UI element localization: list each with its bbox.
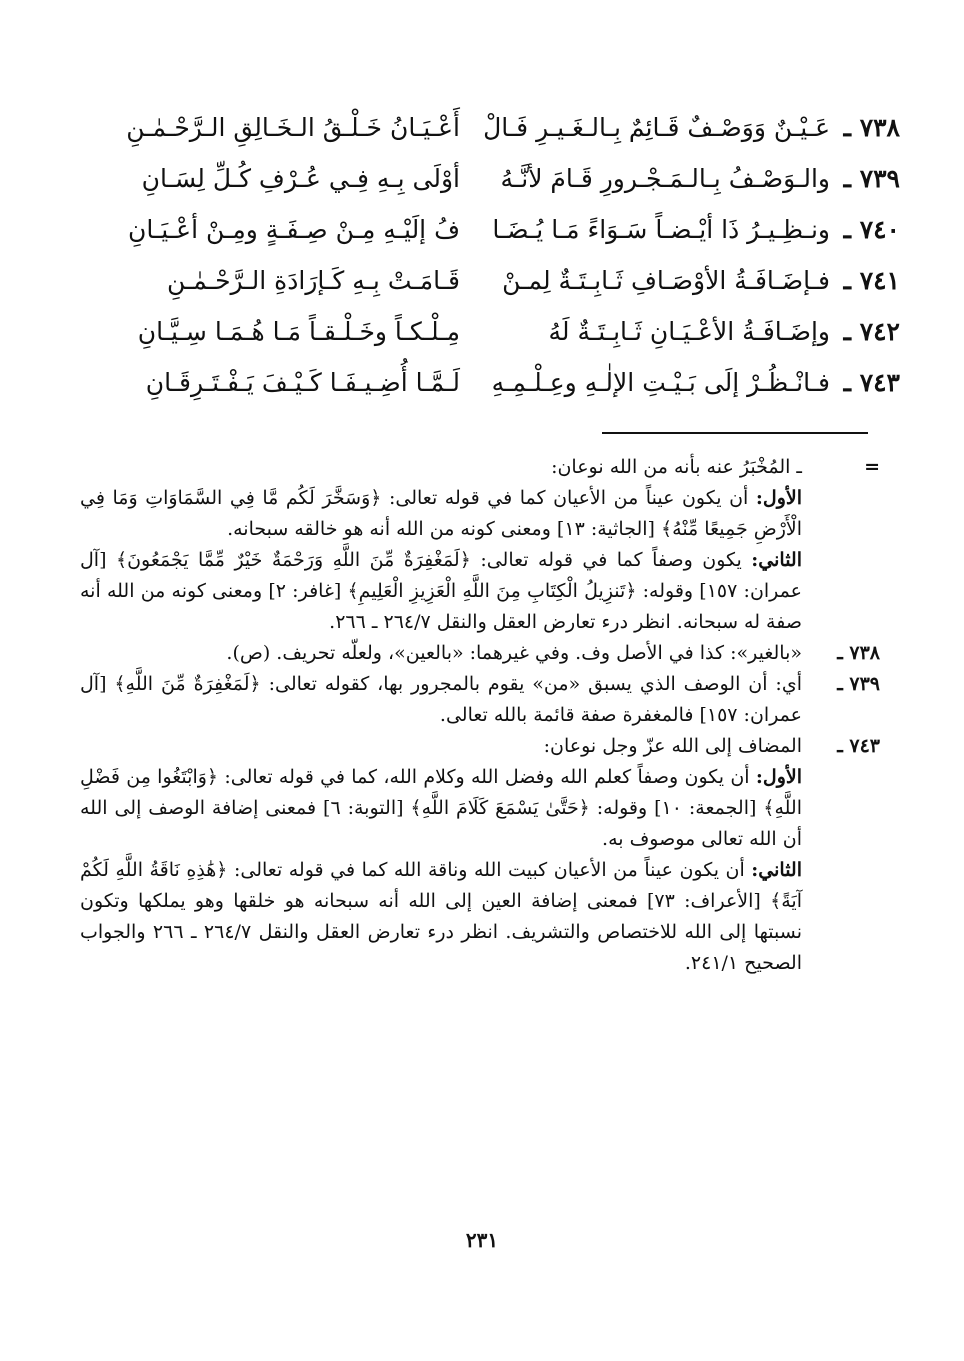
footnote-paragraph: الثاني: أن يكون عيناً من الأعيان كبيت الله وناقة الله كما في قوله تعالى: ﴿هَٰذِهِ نَاقَةُ اللَّهِ لَكُمْ آيَةً﴾ [الأعراف: ٧٣] فمعنى إضافة العين إلى الله أنه سبحانه هو خلقها وهو يملكها وتكون نسبتها إلى الله للاختصاص والتشريف. انظر درء تعارض العقل والنقل ٢٦٤/٧ ـ ٢٦٦ والجواب الصحيح ٢٤١/١. [80,859,802,974]
footnote-paragraph: «بالغير»: كذا في الأصل وف. وفي غيرهما: «بالعين»، ولعلّه تحريف. (ص). [226,642,802,664]
verse-line [60,102,900,153]
verse-first-hemistich: فـانْـظُـرْ إلَى بَـيْـتِ الإلٰـهِ وعِـلْـمِـهِ [491,368,830,397]
verse-first-hemistich: عَـيْـنٌ وَوَصْـفٌ قَـائِمٌ بِـالـغَـيـرِ فَـالْ [483,113,830,142]
footnote-paragraph: الأول: أن يكون عيناً من الأعيان كما في قوله تعالى: ﴿وَسَخَّرَ لَكُم مَّا فِي السَّمَاوَاتِ وَمَا فِي الْأَرْضِ جَمِيعًا مِّنْهُ﴾ [الجاثية: ١٣] ومعنى كونه من الله أنه هو خالقه سبحانه. [80,487,802,540]
verse-number: ٧٤١ ـ [843,266,900,295]
verse-second-hemistich: لَـمَّـا أُضِـيـفَـا كَـيْـفَ يَـفْـتَـرِقَـانِ [145,368,460,397]
footnotes [80,452,880,979]
paragraph-lead: الأول: [755,487,802,509]
footnote-label: = [864,456,880,478]
verse-second-hemistich: أَعْـيَـانُ خَـلْـقُ الـخَـالِقِ الـرَّحْـمٰـنِ [126,113,460,142]
verse-second-hemistich: أوْلَى بِـهِ فِـي عُـرْفِ كُـلِّ لِسَـانِ [141,164,460,193]
footnote-paragraph: المضاف إلى الله عزّ وجل نوعان: [543,735,802,757]
verse-number: ٧٤٢ ـ [843,317,900,346]
verse-section [60,102,900,408]
footnote-paragraph: ـ المُخْبَرُ عنه بأنه من الله نوعان: [551,456,802,478]
verse-number: ٧٤٣ ـ [843,368,900,397]
verse-second-hemistich: قَـامَـتْ بِـهِ كَـإرَادَةِ الـرَّحْـمٰـنِ [166,266,460,295]
verse-first-hemistich: ونـظِـيـرُ ذَا أيْـضـاً سَـوَاءً مَـا يُـضَـا [492,215,830,244]
verse-line [60,153,900,204]
footnote-divider [602,432,868,434]
page-number: ٢٣١ [465,1228,499,1252]
verse-number: ٧٣٩ ـ [843,164,900,193]
footnote-paragraph: الثاني: يكون وصفاً كما في قوله تعالى: ﴿لَمَغْفِرَةٌ مِّنَ اللَّهِ وَرَحْمَةٌ خَيْرٌ مِّمَّا يَجْمَعُونَ﴾ [آل عمران: ١٥٧] وقوله: ﴿تَنزِيلُ الْكِتَابِ مِنَ اللَّهِ الْعَزِيزِ الْعَلِيمِ﴾ [غافر: ٢] ومعنى كونه من الله أنه صفة له سبحانه. انظر درء تعارض العقل والنقل ٢٦٤/٧ ـ ٢٦٦. [80,549,802,633]
footnote [80,452,880,638]
verse-first-hemistich: وإضَـافَـةُ الأعْـيَـانِ ثَـابِـتَـةٌ لَهُ [548,317,830,346]
verse-second-hemistich: فُ إلَيْـهِ مِـنْ صِـفَـةٍ ومِـنْ أعْـيَـانِ [127,215,460,244]
footnote-paragraph: أي: أن الوصف الذي يسبق «من» يقوم بالمجرور بها، كقوله تعالى: ﴿لَمَغْفِرَةٌ مِّنَ اللَّهِ﴾ [آل عمران: ١٥٧] فالمغفرة صفة قائمة بالله تعالى. [80,673,802,726]
footnote-label: ٧٣٨ ـ [837,642,880,664]
verse-number: ٧٤٠ ـ [843,215,900,244]
verse-line [60,306,900,357]
footnote [80,731,880,979]
footnote-label: ٧٣٩ ـ [837,673,880,695]
footnote-label: ٧٤٣ ـ [837,735,880,757]
verse-line [60,255,900,306]
verse-first-hemistich: والـوَصْـفُ بِـالـمَـجْـرورِ قَـامَ لأنَّـهُ [500,164,830,193]
verse-second-hemistich: مِـلْـكـاً وخَـلْـقـاً مَـا هُـمَـا سِـيَّـانِ [137,317,460,346]
paragraph-lead: الأول: [755,766,802,788]
verse-number: ٧٣٨ ـ [843,113,900,142]
verse-line [60,357,900,408]
footnote [80,638,880,669]
verse-first-hemistich: فـإضَـافَـةُ الأوْصَـافِ ثَـابِـتَـةٌ لِمـنْ [502,266,830,295]
verse-line [60,204,900,255]
footnote-paragraph: الأول: أن يكون وصفاً كعلم الله وفضل الله وكلام الله، كما في قوله تعالى: ﴿وَابْتَغُوا مِن فَضْلِ اللَّهِ﴾ [الجمعة: ١٠] وقوله: ﴿حَتَّىٰ يَسْمَعَ كَلَامَ اللَّهِ﴾ [التوبة: ٦] فمعنى إضافة الوصف إلى الله أن الله تعالى موصوف به. [80,766,802,850]
paragraph-lead: الثاني: [751,549,802,571]
footnote [80,669,880,731]
paragraph-lead: الثاني: [751,859,802,881]
